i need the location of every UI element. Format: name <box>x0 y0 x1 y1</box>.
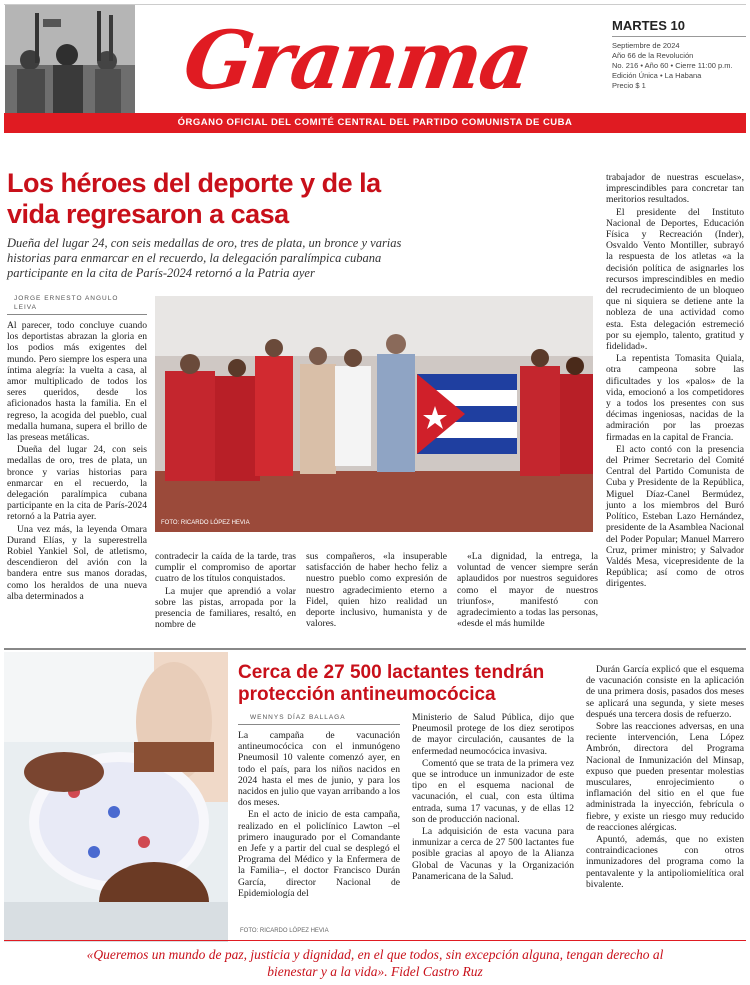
cuban-flag <box>417 374 517 454</box>
revolutionaries-photo-illustration <box>5 5 135 113</box>
lead-col1-paragraph: Dueña del lugar 24, con seis medallas de oro, tres de plata, un bronce y varias historias para enmarcar en el recuerdo, la delegación paralímpica cubana participante en la cita de París-2024 retornó a la Patria ayer. <box>7 444 147 523</box>
second-col1-paragraph: La campaña de vacunación antineumocócica con el inmunógeno Pneumosil 10 valente comenzó ayer, en todo el país, para los niños nacidos en 2024 hasta el mes de junio, y para los nacidos en julio que vayan arribando a los dos meses. <box>238 730 400 809</box>
second-col3-paragraph: Sobre las reacciones adversas, en una reciente intervención, Lena López Ambrón, directora del Programa Nacional de Inmunización del Minsap, expuso que pueden presentar molestias musculares, enrojecimiento o inflamación del sitio en el que fue administrada la inyección, febrícula o fiebre, y existe un riesgo muy reducido de reacciones alérgicas. <box>586 721 744 833</box>
lead-column-4 <box>457 551 598 630</box>
second-headline[interactable]: Cerca de 27 500 lactantes tendrán protección antineumocócica <box>238 662 545 705</box>
date-line-revolution-year: Año 66 de la Revolución <box>612 51 694 60</box>
lead-col1-paragraph: Al parecer, todo concluye cuando los deportistas abrazan la gloria en los podios más exigentes del mundo. Pero siempre los espera una íntima alegría: la vuelta a casa, al amor multiplicado de todos los seres queridos, desde los aficionados hasta la familia. En el regreso, la acogida del pueblo, cual medalla humana, supera el brillo de las preseas metálicas. <box>7 320 147 444</box>
lead-byline-line1: JORGE ERNESTO ANGULO <box>14 295 119 302</box>
footer-quote: «Queremos un mundo de paz, justicia y dignidad, en el que todos, sin excepción alguna, tengan derecho al bienestar y a la vida». Fidel Castro Ruz <box>86 947 664 979</box>
lead-right-paragraph: La repentista Tomasita Quiala, otra campeona sobre las dificultades y los «palos» de la vida, emocionó a los competidores y a todos los presentes con sus décimas ingeniosas, nacidas de la admiración por las proezas firmadas en la capital de Francia. <box>606 353 744 443</box>
second-byline: WENNYS DÍAZ BALLAGA <box>250 714 346 721</box>
date-rule <box>612 36 746 37</box>
masthead-photo <box>5 5 135 113</box>
second-column-1 <box>238 730 400 900</box>
second-byline-rule <box>238 724 400 725</box>
lead-column-2 <box>155 551 296 631</box>
lead-column-1 <box>7 320 147 603</box>
second-column-2 <box>412 712 574 883</box>
lead-col3-paragraph: sus compañeros, «la insuperable satisfacción de haber hecho feliz a nuestro pueblo como expresión de nuestro agradecimiento eterno a Fidel, quien hizo realidad un deporte inclusivo, humanista y de valores. <box>306 551 447 630</box>
lead-col2-paragraph: La mujer que aprendió a volar sobre las pistas, arropada por la presencia de familiares, resaltó, en nombre de <box>155 585 296 631</box>
athletes-photo-illustration <box>155 296 593 532</box>
lead-col1-paragraph: Una vez más, la leyenda Omara Durand Elías, y la superestrella Robiel Yankiel Sol, de atletismo, descendieron del avión con la bandera entre sus manos doradas, como los heraldos de una nueva alba determinados a <box>7 523 147 602</box>
lead-byline-rule <box>7 314 147 315</box>
lead-col4-paragraph: «La dignidad, la entrega, la voluntad de vencer siempre serán aplaudidos por nuestros seguidores como el mayor de nuestros triunfos», manifestó con agradecimiento a todas las personas, «desde el más humilde <box>457 551 598 630</box>
second-col3-paragraph: Durán García explicó que el esquema de vacunación consiste en la aplicación de una primera dosis, pasados dos meses se aplicará una segunda, y siete meses después una tercera dosis de refuerzo. <box>586 664 744 720</box>
date-block <box>612 18 746 91</box>
lead-right-paragraph: El acto contó con la presencia del Primer Secretario del Comité Central del Partido Comunista de Cuba y Presidente de la República, Miguel Díaz-Canel Bermúdez, junto a los miembros del Buró Político, Esteban Lazo Hernández, presidente de la Asamblea Nacional del Poder Popular; Manuel Marrero Cruz, primer ministro; y Salvador Valdés Mesa, vicepresidente de la República; así como de otros dirigentes. <box>606 443 744 590</box>
second-column-3 <box>586 664 744 891</box>
section-divider <box>4 648 746 650</box>
baby-vaccination-illustration <box>4 652 228 942</box>
lead-right-paragraph: El presidente del Instituto Nacional de Deportes, Educación Física y Recreación (Inder), Osvaldo Vento Montiller, subrayó la respuesta de los atletas «a la decisión política de asignarles los recursos imprescindibles en medio del recrudecimiento de un bloqueo que ni siquiera se detiene ante la nobleza de una actividad como esta. Esta delegación estremeció por su ejemplo, talento, gratitud y fidelidad». <box>606 206 744 353</box>
second-col2-paragraph: Comentó que se trata de la primera vez que se introduce un inmunizador de este tipo en el esquema nacional de vacunación, el cual, con esta última entrada, suma 17 vacunas, y de ellas 12 son de producción nacional. <box>412 757 574 825</box>
date-line-issue: No. 216 • Año 60 • Cierre 11:00 p.m. <box>612 61 733 70</box>
vaccination-photo <box>4 652 228 942</box>
lead-column-3 <box>306 551 447 630</box>
organ-banner: ÓRGANO OFICIAL DEL COMITÉ CENTRAL DEL PARTIDO COMUNISTA DE CUBA <box>4 113 746 133</box>
second-col1-paragraph: En el acto de inicio de esta campaña, realizado en el policlínico Lawton –el primero inaugurado por el Comandante en Jefe y a partir del cual se desplegó el Programa del Médico y la Enfermera de la Familia–, el doctor Francisco Durán García, director Nacional de Epidemiología del <box>238 809 400 899</box>
date-line-month: Septiembre de 2024 <box>612 41 680 50</box>
date-day: MARTES 10 <box>612 18 685 33</box>
lead-deck: Dueña del lugar 24, con seis medallas de oro, tres de plata, un bronce y varias historias para enmarcar en el recuerdo, la delegación paralímpica cubana participante en la cita de París-2024 retornó a la Patria ayer <box>7 236 402 280</box>
second-col2-paragraph: La adquisición de esta vacuna para inmunizar a cerca de 27 500 lactantes fue posible gracias al apoyo de la Alianza Global de Vacunas y la Organización Panamericana de la Salud. <box>412 826 574 882</box>
date-line-price: Precio $ 1 <box>612 81 646 90</box>
lead-col2-paragraph: contradecir la caída de la tarde, tras cumplir el compromiso de aportar cuatro de los títulos conquistados. <box>155 551 296 585</box>
lead-right-column <box>606 172 744 591</box>
newspaper-logo[interactable]: Granma <box>178 13 537 107</box>
lead-photo-credit: FOTO: RICARDO LÓPEZ HEVIA <box>161 520 250 526</box>
second-col2-paragraph: Ministerio de Salud Pública, dijo que Pneumosil protege de los diez serotipos de mayor circulación, causantes de la enfermedad neumocócica invasiva. <box>412 712 574 757</box>
lead-photo <box>155 296 593 532</box>
lead-right-paragraph: trabajador de nuestras escuelas», imprescindibles para concretar tan meritorios resultados. <box>606 172 744 206</box>
date-line-edition: Edición Única • La Habana <box>612 71 702 80</box>
lead-byline <box>14 294 144 312</box>
second-photo-credit: FOTO: RICARDO LÓPEZ HEVIA <box>240 928 329 934</box>
second-col3-paragraph: Apuntó, además, que no existen contraindicaciones con otros inmunizadores del programa como la pentavalente y la antipoliomielítica oral bivalente. <box>586 834 744 890</box>
lead-headline[interactable]: Los héroes del deporte y de la vida regresaron a casa <box>7 168 381 229</box>
lead-byline-line2: LEIVA <box>14 304 37 311</box>
